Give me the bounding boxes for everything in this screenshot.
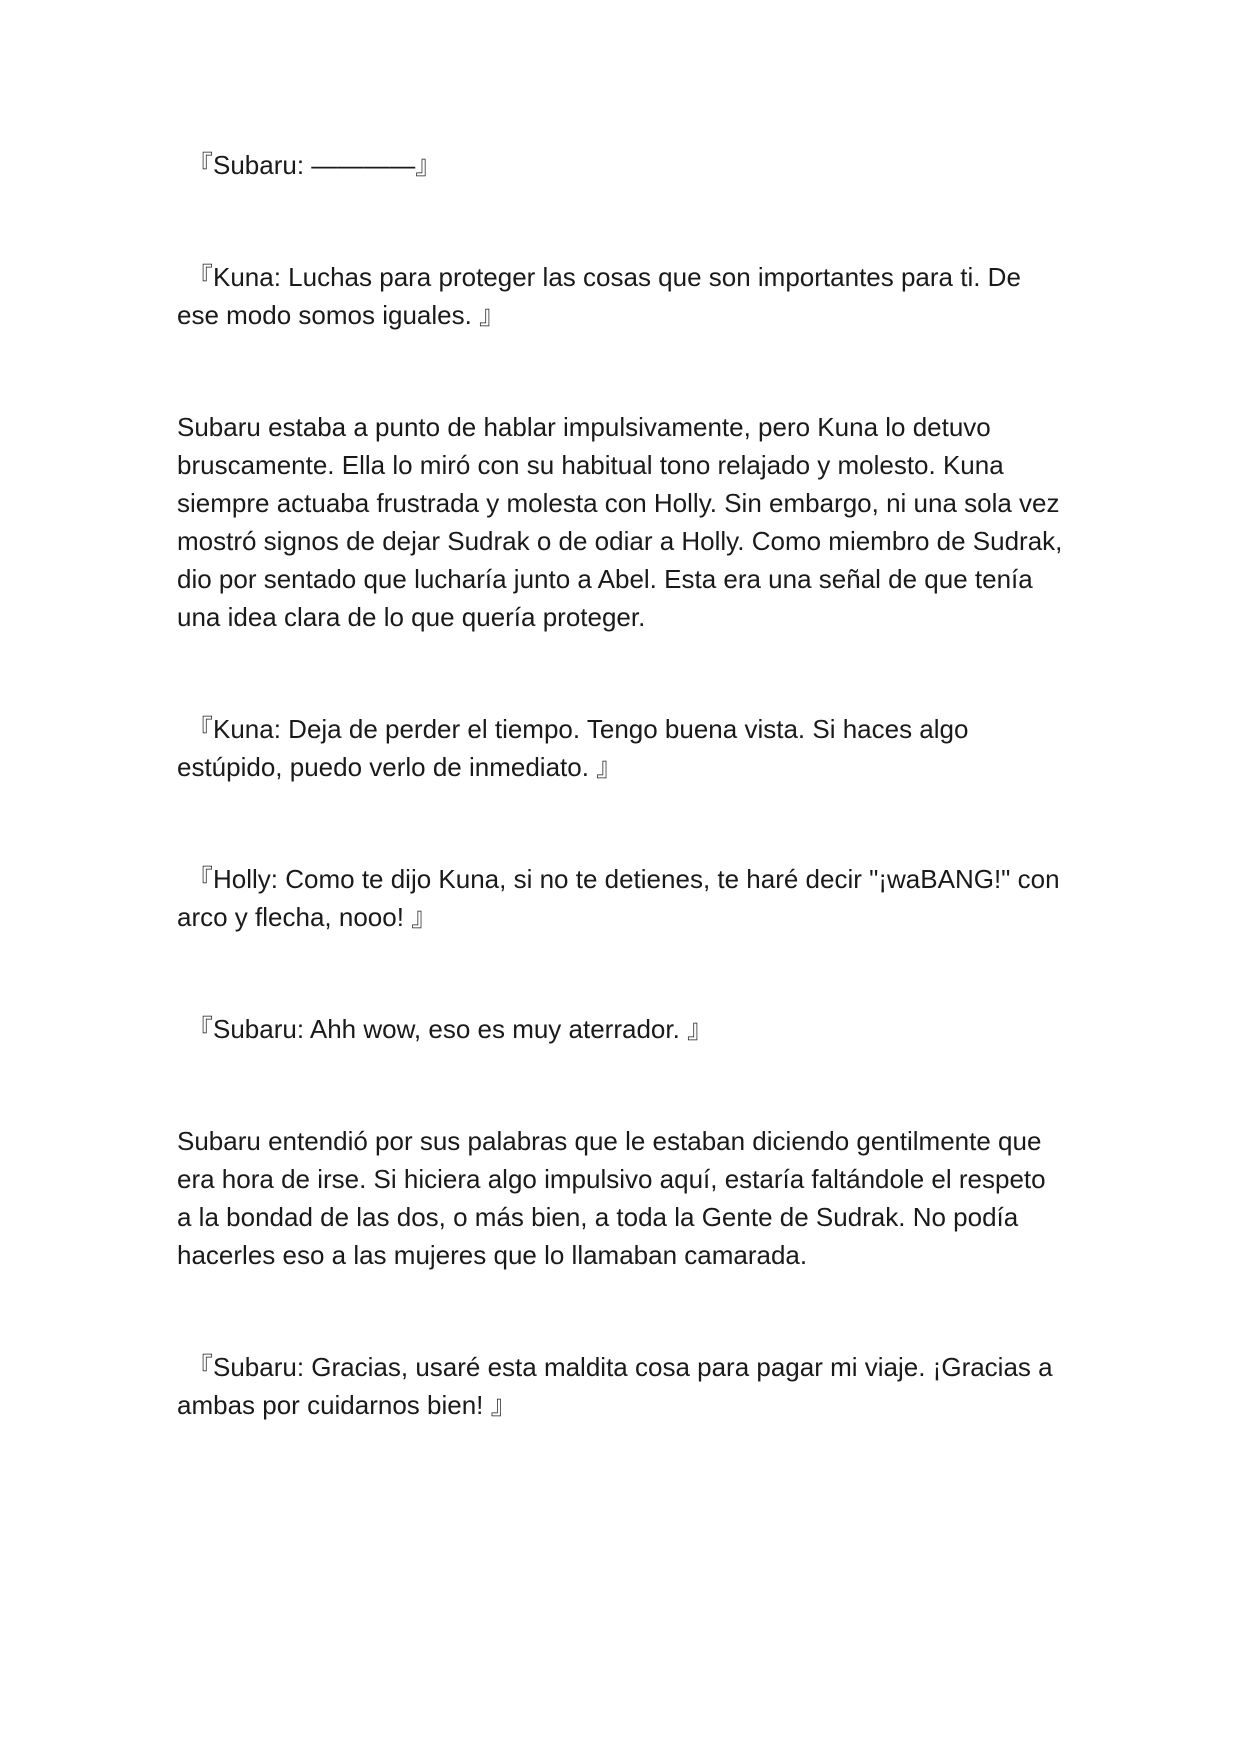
narration-paragraph-1: Subaru estaba a punto de hablar impulsivamente, pero Kuna lo detuvo bruscamente. Ella lo miró con su habitual tono relajado y molesto. Kuna siempre actuaba frustrada y molesta con Holly. Sin embargo, ni una sola vez mostró signos de dejar Sudrak o de odiar a Holly. Como miembro de Sudrak, dio por sentado que lucharía junto a Abel. Esta era una señal de que tenía una idea clara de lo que quería proteger. bbox=[177, 412, 1063, 632]
dialogue-line-holly-1: 『Holly: Como te dijo Kuna, si no te detienes, te haré decir "¡waBANG!" con arco y flecha, nooo! 』 bbox=[177, 864, 1060, 932]
dialogue-line-kuna-2: 『Kuna: Deja de perder el tiempo. Tengo buena vista. Si haces algo estúpido, puedo verlo de inmediato. 』 bbox=[177, 714, 969, 782]
dialogue-line-subaru-2: 『Subaru: Ahh wow, eso es muy aterrador. 』 bbox=[187, 1014, 714, 1044]
document-body bbox=[177, 146, 1067, 1424]
dialogue-line-kuna-1: 『Kuna: Luchas para proteger las cosas que son importantes para ti. De ese modo somos iguales. 』 bbox=[177, 262, 1021, 330]
dialogue-line-subaru-3: 『Subaru: Gracias, usaré esta maldita cosa para pagar mi viaje. ¡Gracias a ambas por cuidarnos bien! 』 bbox=[177, 1352, 1053, 1420]
narration-paragraph-2: Subaru entendió por sus palabras que le estaban diciendo gentilmente que era hora de irse. Si hiciera algo impulsivo aquí, estaría faltándole el respeto a la bondad de las dos, o más bien, a toda la Gente de Sudrak. No podía hacerles eso a las mujeres que lo llamaban camarada. bbox=[177, 1126, 1046, 1270]
dialogue-line-subaru-1: 『Subaru: ————』 bbox=[187, 150, 442, 180]
